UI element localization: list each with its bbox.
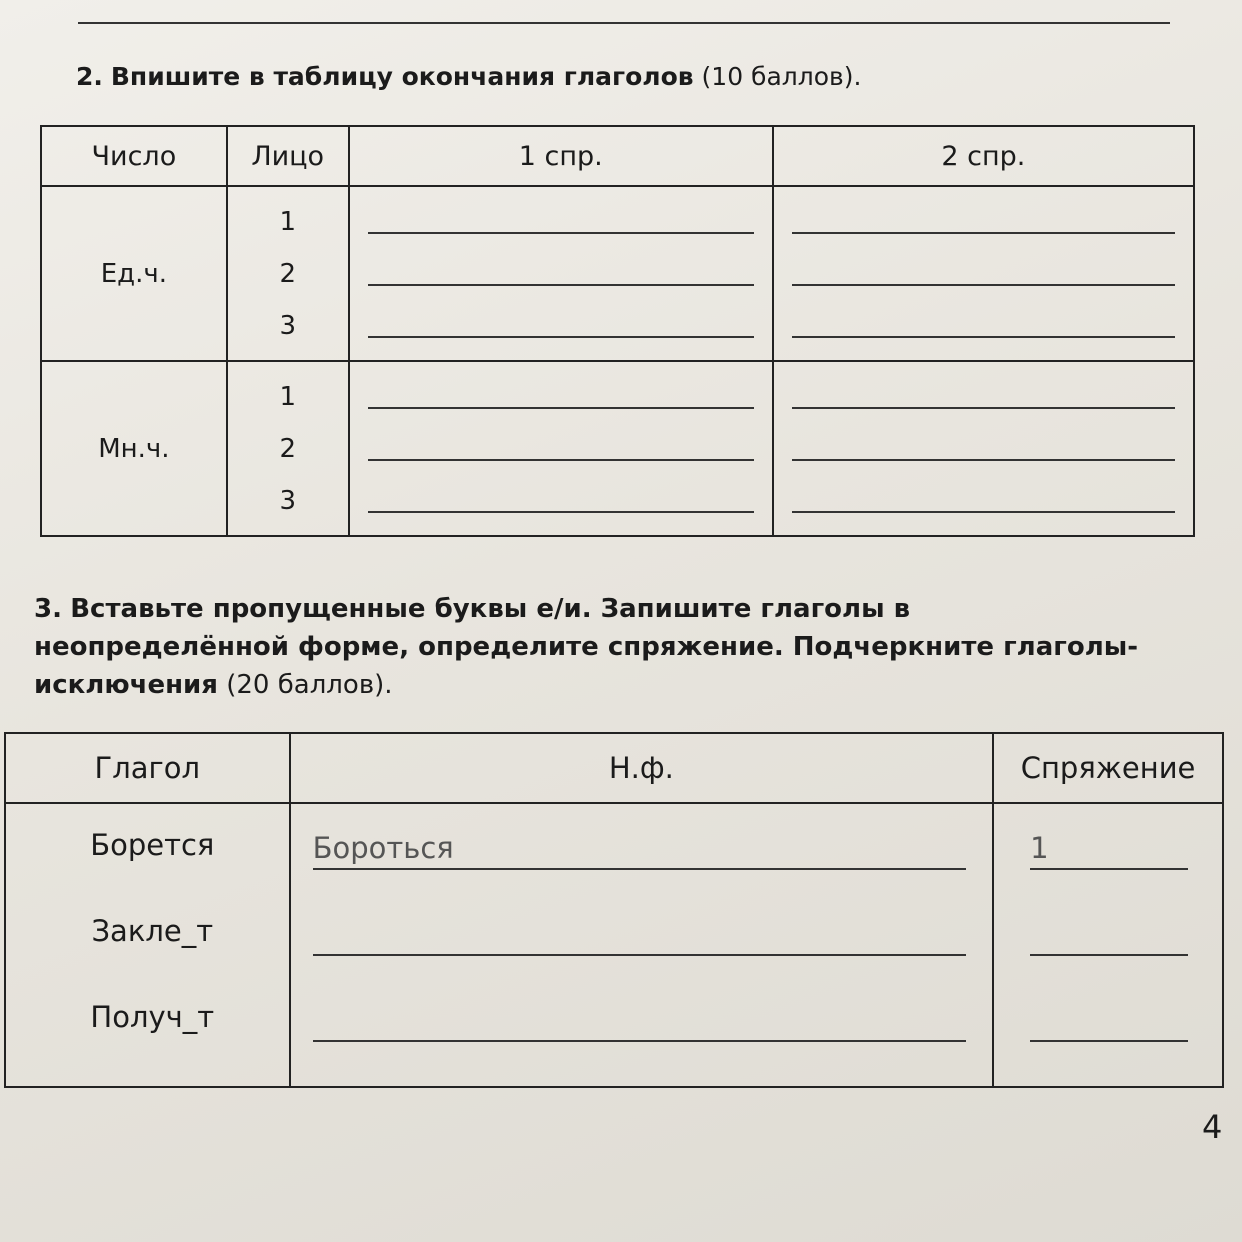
table-row-plural xyxy=(41,361,1194,536)
header-conj2: 2 спр. xyxy=(773,126,1194,186)
task2-points: (10 баллов). xyxy=(701,62,862,91)
verb-conjugation-table xyxy=(4,732,1224,1088)
table-header-row xyxy=(41,126,1194,186)
page-number: 4 xyxy=(1202,1108,1223,1146)
infinitive-cell xyxy=(290,803,994,1087)
answer-line[interactable] xyxy=(368,182,754,234)
table-body-row xyxy=(5,803,1223,1087)
task3-number: 3. xyxy=(34,594,62,624)
task2-number: 2. xyxy=(76,62,103,91)
conj1-singular-cell xyxy=(349,186,773,361)
table-header-row xyxy=(5,733,1223,803)
conj2-plural-cell xyxy=(773,361,1194,536)
header-number: Число xyxy=(41,126,227,186)
person-3: 3 xyxy=(279,310,296,341)
answer-line[interactable] xyxy=(792,182,1175,234)
conj2-singular-cell xyxy=(773,186,1194,361)
row-label-plural: Мн.ч. xyxy=(41,361,227,536)
answer-line[interactable] xyxy=(368,409,754,461)
person-3: 3 xyxy=(279,485,296,516)
conjugation-answer-1[interactable]: 1 xyxy=(1030,826,1188,870)
verb-1: Борется xyxy=(90,828,215,862)
task3-text: Вставьте пропущенные буквы е/и. Запишите глаголы в неопределённой форме, определите спряжение. Подчеркните глаголы-исключения xyxy=(34,594,1139,700)
header-person: Лицо xyxy=(227,126,349,186)
header-infinitive: Н.ф. xyxy=(290,733,994,803)
conjugation-cell xyxy=(993,803,1223,1087)
top-rule xyxy=(78,22,1170,24)
task2-title: Впишите в таблицу окончания глаголов xyxy=(110,62,694,91)
header-conjugation: Спряжение xyxy=(993,733,1223,803)
conjugation-answer-3[interactable] xyxy=(1030,998,1188,1042)
answer-line[interactable] xyxy=(368,234,754,286)
row-label-singular: Ед.ч. xyxy=(41,186,227,361)
header-verb: Глагол xyxy=(5,733,290,803)
person-2: 2 xyxy=(279,433,296,464)
persons-plural xyxy=(227,361,349,536)
task2-heading xyxy=(76,62,861,91)
conj1-plural-cell xyxy=(349,361,773,536)
verb-endings-table xyxy=(40,125,1195,537)
infinitive-answer-2[interactable] xyxy=(313,912,967,956)
person-1: 1 xyxy=(279,206,296,237)
person-1: 1 xyxy=(279,381,296,412)
answer-line[interactable] xyxy=(792,357,1175,409)
answer-line[interactable] xyxy=(368,461,754,513)
verbs-cell xyxy=(5,803,290,1087)
answer-line[interactable] xyxy=(368,286,754,338)
persons-singular xyxy=(227,186,349,361)
answer-line[interactable] xyxy=(368,357,754,409)
person-2: 2 xyxy=(279,258,296,289)
infinitive-answer-3[interactable] xyxy=(313,998,967,1042)
table-row-singular xyxy=(41,186,1194,361)
header-conj1: 1 спр. xyxy=(349,126,773,186)
answer-line[interactable] xyxy=(792,234,1175,286)
conjugation-answer-2[interactable] xyxy=(1030,912,1188,956)
answer-line[interactable] xyxy=(792,409,1175,461)
verb-3: Получ_т xyxy=(90,1000,215,1034)
task3-heading xyxy=(34,590,1154,704)
answer-line[interactable] xyxy=(792,461,1175,513)
verb-2: Закле_т xyxy=(91,914,214,948)
task3-points: (20 баллов). xyxy=(226,670,393,700)
answer-line[interactable] xyxy=(792,286,1175,338)
infinitive-answer-1[interactable]: Бороться xyxy=(313,826,967,870)
